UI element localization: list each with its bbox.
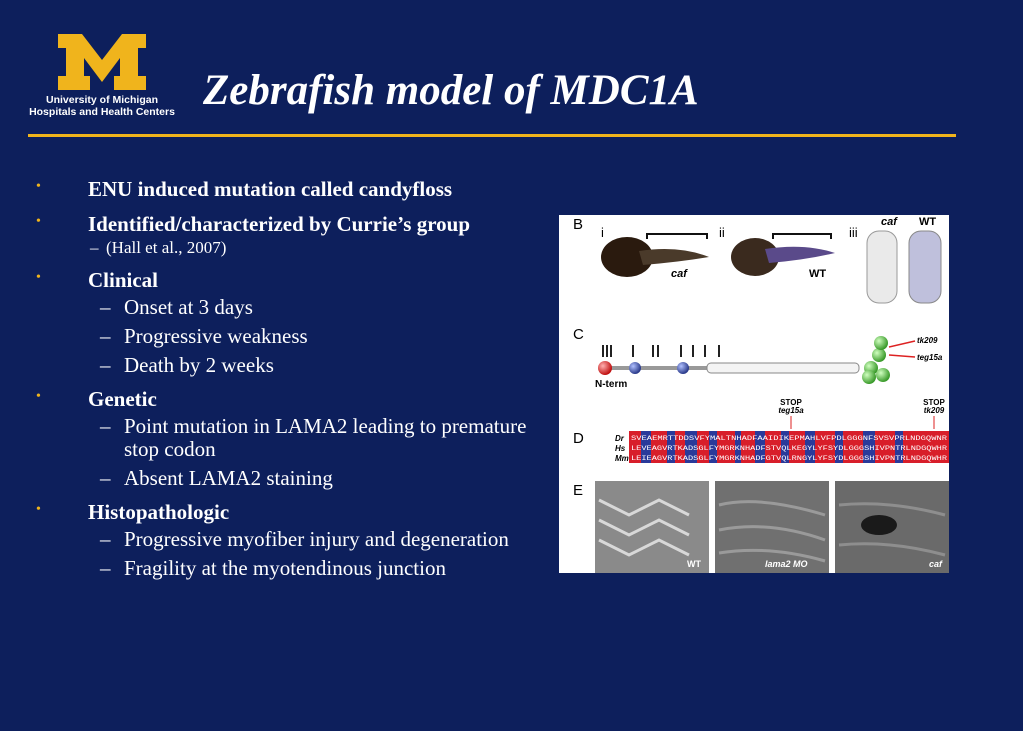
lg-domains <box>862 336 890 384</box>
sequence-mm: LEIEAGVRTKADSGLFYMGRKNHADFGTVQLRNGYLYFSYDLGGGSHIVPNTRLNDGQWHR <box>631 455 948 462</box>
bullet-dot: • <box>36 270 41 285</box>
panel-b-label: B <box>573 216 584 233</box>
figure-panel <box>559 215 949 573</box>
label-teg15a: teg15a <box>917 353 943 362</box>
label-wt: WT <box>809 268 827 280</box>
bullet-heading: ENU induced mutation called candyfloss <box>88 177 453 201</box>
stop-allele-1: teg15a <box>778 406 804 415</box>
arrow-tk209 <box>889 341 915 347</box>
sub-item: – (Hall et al., 2007) <box>90 238 227 257</box>
species-hs: Hs <box>615 444 626 453</box>
stop-label-2: STOP <box>923 398 945 407</box>
protein-coil <box>707 363 859 373</box>
sub-item-text: Absent LAMA2 staining <box>124 466 333 490</box>
sub-item: – Death by 2 weeks <box>100 353 274 377</box>
block-m-icon <box>52 32 152 92</box>
bullet-heading: Clinical <box>88 268 159 292</box>
bullet-heading: Identified/characterized by Currie’s group <box>88 212 471 236</box>
label-caf: caf <box>671 268 687 280</box>
sub-item: – Progressive weakness <box>100 324 308 348</box>
label-tk209: tk209 <box>917 336 938 345</box>
species-dr: Dr <box>615 434 624 443</box>
bullet-item <box>36 267 546 377</box>
label-wt-top: WT <box>919 216 937 228</box>
bullet-heading: Histopathologic <box>88 500 230 524</box>
bracket-ii <box>773 234 831 239</box>
bullet-dot: • <box>36 179 41 194</box>
logo-org-line2: Hospitals and Health Centers <box>29 106 175 118</box>
stop-label-1: STOP <box>780 398 802 407</box>
panel-c-label: C <box>573 326 584 343</box>
panel-b-sub-ii: ii <box>719 225 725 240</box>
label-caf-top: caf <box>881 216 897 228</box>
micrograph-mo <box>715 481 829 573</box>
arrow-teg15a <box>889 355 915 357</box>
sub-item: – Point mutation in LAMA2 leading to premature stop codon <box>100 414 527 461</box>
bracket-i <box>647 234 707 239</box>
label-n-term: N-term <box>595 379 628 390</box>
micrograph-caf-label: caf <box>929 559 943 569</box>
sub-item-text: Onset at 3 days <box>124 295 253 319</box>
bullet-dot: • <box>36 214 41 229</box>
sub-item-text: Progressive weakness <box>124 324 308 348</box>
sub-item: – Fragility at the myotendinous junction <box>100 556 446 580</box>
section-wt <box>909 231 941 303</box>
panel-b-sub-iii: iii <box>849 225 858 240</box>
title-rule <box>28 134 956 137</box>
sub-item-text: Fragility at the myotendinous junction <box>124 556 446 580</box>
micrograph-wt <box>595 481 709 573</box>
bullet-item <box>36 176 546 202</box>
micrograph-caf <box>835 481 949 573</box>
figure-svg <box>559 215 949 573</box>
bullet-item <box>36 211 546 258</box>
stop-allele-2: tk209 <box>923 406 945 415</box>
sub-item-text: (Hall et al., 2007) <box>106 238 227 257</box>
panel-d-label: D <box>573 430 584 447</box>
bullet-item <box>36 499 546 580</box>
bullet-heading: Genetic <box>88 387 157 411</box>
sequence-hs: LEVEAGVRTKADSGLFYMGRKNHADFSTVQLKEGYLYFSYDLGGGSHIVPNTRLNDGQWHR <box>631 445 948 452</box>
sub-item: – Onset at 3 days <box>100 295 253 319</box>
embryo-caf <box>601 237 709 277</box>
domain-ball <box>629 362 641 374</box>
panel-b-sub-i: i <box>601 225 604 240</box>
slide-title: Zebrafish model of MDC1A <box>203 67 699 114</box>
micrograph-mo-label: lama2 MO <box>765 559 808 569</box>
sub-item-text: Point mutation in LAMA2 leading to premature stop codon <box>124 414 527 461</box>
species-mm: Mm <box>615 454 629 463</box>
sub-item: – Absent LAMA2 staining <box>100 466 333 490</box>
sequence-dr: SVEAEMRTTDDSVFYMALTNHADFAAIDIKEPMAHLVFPDLGGGNFSVSVPRLNDGQWNR <box>631 435 948 442</box>
n-term-domain <box>598 361 612 375</box>
section-caf <box>867 231 897 303</box>
bullet-item <box>36 386 546 490</box>
sub-item: – Progressive myofiber injury and degeneration <box>100 527 509 551</box>
mutation-marks <box>603 345 719 357</box>
logo-org-name <box>28 94 176 118</box>
sub-item-text: Death by 2 weeks <box>124 353 274 377</box>
bullet-dot: • <box>36 502 41 517</box>
logo-org-line1: University of Michigan <box>45 94 159 106</box>
umich-logo <box>28 32 176 118</box>
sub-item-text: Progressive myofiber injury and degeneration <box>124 527 509 551</box>
bullet-list <box>36 176 546 589</box>
micrograph-wt-label: WT <box>687 559 701 569</box>
bullet-dot: • <box>36 389 41 404</box>
domain-ball <box>677 362 689 374</box>
panel-e-label: E <box>573 482 584 499</box>
